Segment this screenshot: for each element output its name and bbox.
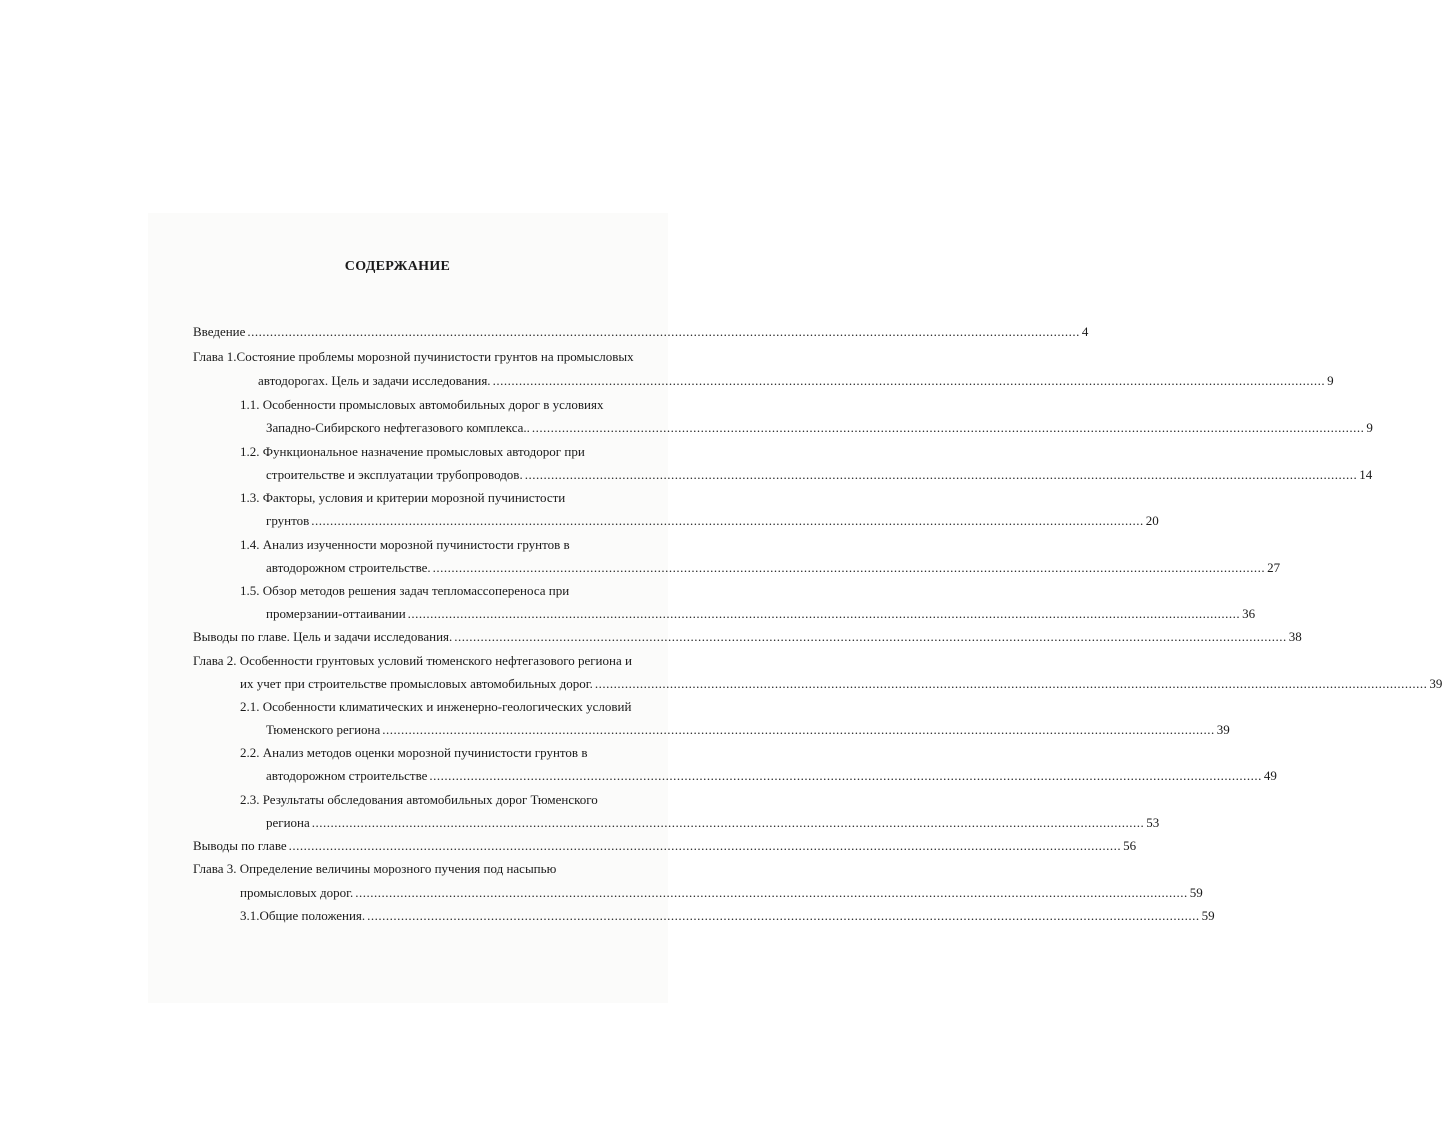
page-title: СОДЕРЖАНИЕ: [344, 259, 451, 274]
toc-page-number: 14: [1359, 467, 1373, 482]
toc-entry-5: [266, 512, 1159, 530]
toc-page-number: 59: [1201, 908, 1215, 923]
toc-leader-dots: ..............................................................................................................................................................................................................................: [407, 606, 1241, 621]
toc-leader-dots: ..............................................................................................................................................................................................................................: [311, 513, 1144, 528]
toc-leader-dots: ..............................................................................................................................................................................................................................: [432, 560, 1266, 575]
toc-entry-2-line-1: Глава 1.Состояние проблемы морозной пучинистости грунтов на промысловых: [193, 349, 634, 364]
toc-entry-14: [240, 884, 1203, 902]
toc-entry-text: грунтов: [266, 513, 310, 528]
toc-entry-text: промерзании-оттаивании: [266, 606, 406, 621]
toc-page-number: 49: [1263, 768, 1277, 783]
toc-page-number: 4: [1081, 324, 1089, 339]
toc-page-number: 20: [1145, 513, 1159, 528]
toc-entry-9: [240, 675, 1442, 693]
toc-entry-text: Введение: [193, 324, 246, 339]
toc-entry-9-line-1: Глава 2. Особенности грунтовых условий тюменского нефтегазового региона и: [193, 653, 632, 668]
toc-leader-dots: ..............................................................................................................................................................................................................................: [367, 908, 1200, 923]
toc-entry-10-line-1: 2.1. Особенности климатических и инженерно-геологических условий: [240, 699, 632, 714]
toc-leader-dots: ..............................................................................................................................................................................................................................: [355, 885, 1188, 900]
toc-page-number: 27: [1267, 560, 1281, 575]
toc-entry-11-line-1: 2.2. Анализ методов оценки морозной пучинистости грунтов в: [240, 745, 588, 760]
toc-entry-7-line-1: 1.5. Обзор методов решения задач тепломассопереноса при: [240, 583, 570, 598]
toc-leader-dots: ..............................................................................................................................................................................................................................: [382, 722, 1215, 737]
toc-entry-text: Тюменского региона: [266, 722, 381, 737]
toc-entry-14-line-1: Глава 3. Определение величины морозного пучения под насыпью: [193, 861, 557, 876]
toc-entry-text: автодорожном строительстве: [266, 768, 428, 783]
toc-entry-text: автодорогах. Цель и задачи исследования.: [258, 373, 491, 388]
toc-entry-8: [193, 628, 1302, 646]
toc-leader-dots: ..............................................................................................................................................................................................................................: [247, 324, 1080, 339]
toc-entry-6: [266, 559, 1281, 577]
toc-page-number: 59: [1189, 885, 1203, 900]
toc-page-number: 36: [1242, 606, 1256, 621]
toc-leader-dots: ..............................................................................................................................................................................................................................: [531, 420, 1365, 435]
toc-entry-text: их учет при строительстве промысловых автомобильных дорог.: [240, 676, 593, 691]
toc-entry-text: Западно-Сибирского нефтегазового комплекса..: [266, 420, 530, 435]
toc-page-number: 39: [1429, 676, 1442, 691]
toc-page-number: 53: [1146, 815, 1160, 830]
toc-leader-dots: ..............................................................................................................................................................................................................................: [594, 676, 1428, 691]
toc-entry-text: региона: [266, 815, 310, 830]
toc-page-number: 38: [1288, 629, 1302, 644]
toc-entry-3: [266, 419, 1373, 437]
toc-leader-dots: ..............................................................................................................................................................................................................................: [288, 838, 1122, 853]
toc-entry-7: [266, 605, 1256, 623]
toc-entry-13: [193, 837, 1137, 855]
toc-entry-text: Выводы по главе. Цель и задачи исследования.: [193, 629, 453, 644]
toc-page-number: 39: [1216, 722, 1230, 737]
toc-leader-dots: ..............................................................................................................................................................................................................................: [429, 768, 1262, 783]
toc-page-number: 9: [1327, 373, 1334, 388]
toc-entry-4: [266, 466, 1373, 484]
toc-entry-text: строительстве и эксплуатации трубопроводов.: [266, 467, 523, 482]
toc-entry-text: Выводы по главе: [193, 838, 287, 853]
toc-entry-12-line-1: 2.3. Результаты обследования автомобильных дорог Тюменского: [240, 792, 598, 807]
toc-entry-11: [266, 767, 1277, 785]
toc-page-number: 9: [1366, 420, 1373, 435]
toc-entry-text: автодорожном строительстве.: [266, 560, 431, 575]
toc-entry-1: [193, 323, 1089, 341]
toc-entry-12: [266, 814, 1160, 832]
toc-entry-text: 3.1.Общие положения.: [240, 908, 366, 923]
toc-entry-15: [240, 907, 1215, 925]
toc-entry-6-line-1: 1.4. Анализ изученности морозной пучинистости грунтов в: [240, 537, 570, 552]
toc-leader-dots: ..............................................................................................................................................................................................................................: [524, 467, 1358, 482]
toc-leader-dots: ..............................................................................................................................................................................................................................: [454, 629, 1287, 644]
toc-entry-2: [258, 372, 1334, 390]
toc-entry-4-line-1: 1.2. Функциональное назначение промысловых автодорог при: [240, 444, 585, 459]
toc-leader-dots: ..............................................................................................................................................................................................................................: [311, 815, 1145, 830]
toc-entry-5-line-1: 1.3. Факторы, условия и критерии морозной пучинистости: [240, 490, 566, 505]
toc-page-number: 56: [1123, 838, 1137, 853]
toc-leader-dots: ..............................................................................................................................................................................................................................: [492, 373, 1326, 388]
toc-entry-10: [266, 721, 1230, 739]
toc-entry-3-line-1: 1.1. Особенности промысловых автомобильных дорог в условиях: [240, 397, 604, 412]
toc-entry-text: промысловых дорог.: [240, 885, 354, 900]
